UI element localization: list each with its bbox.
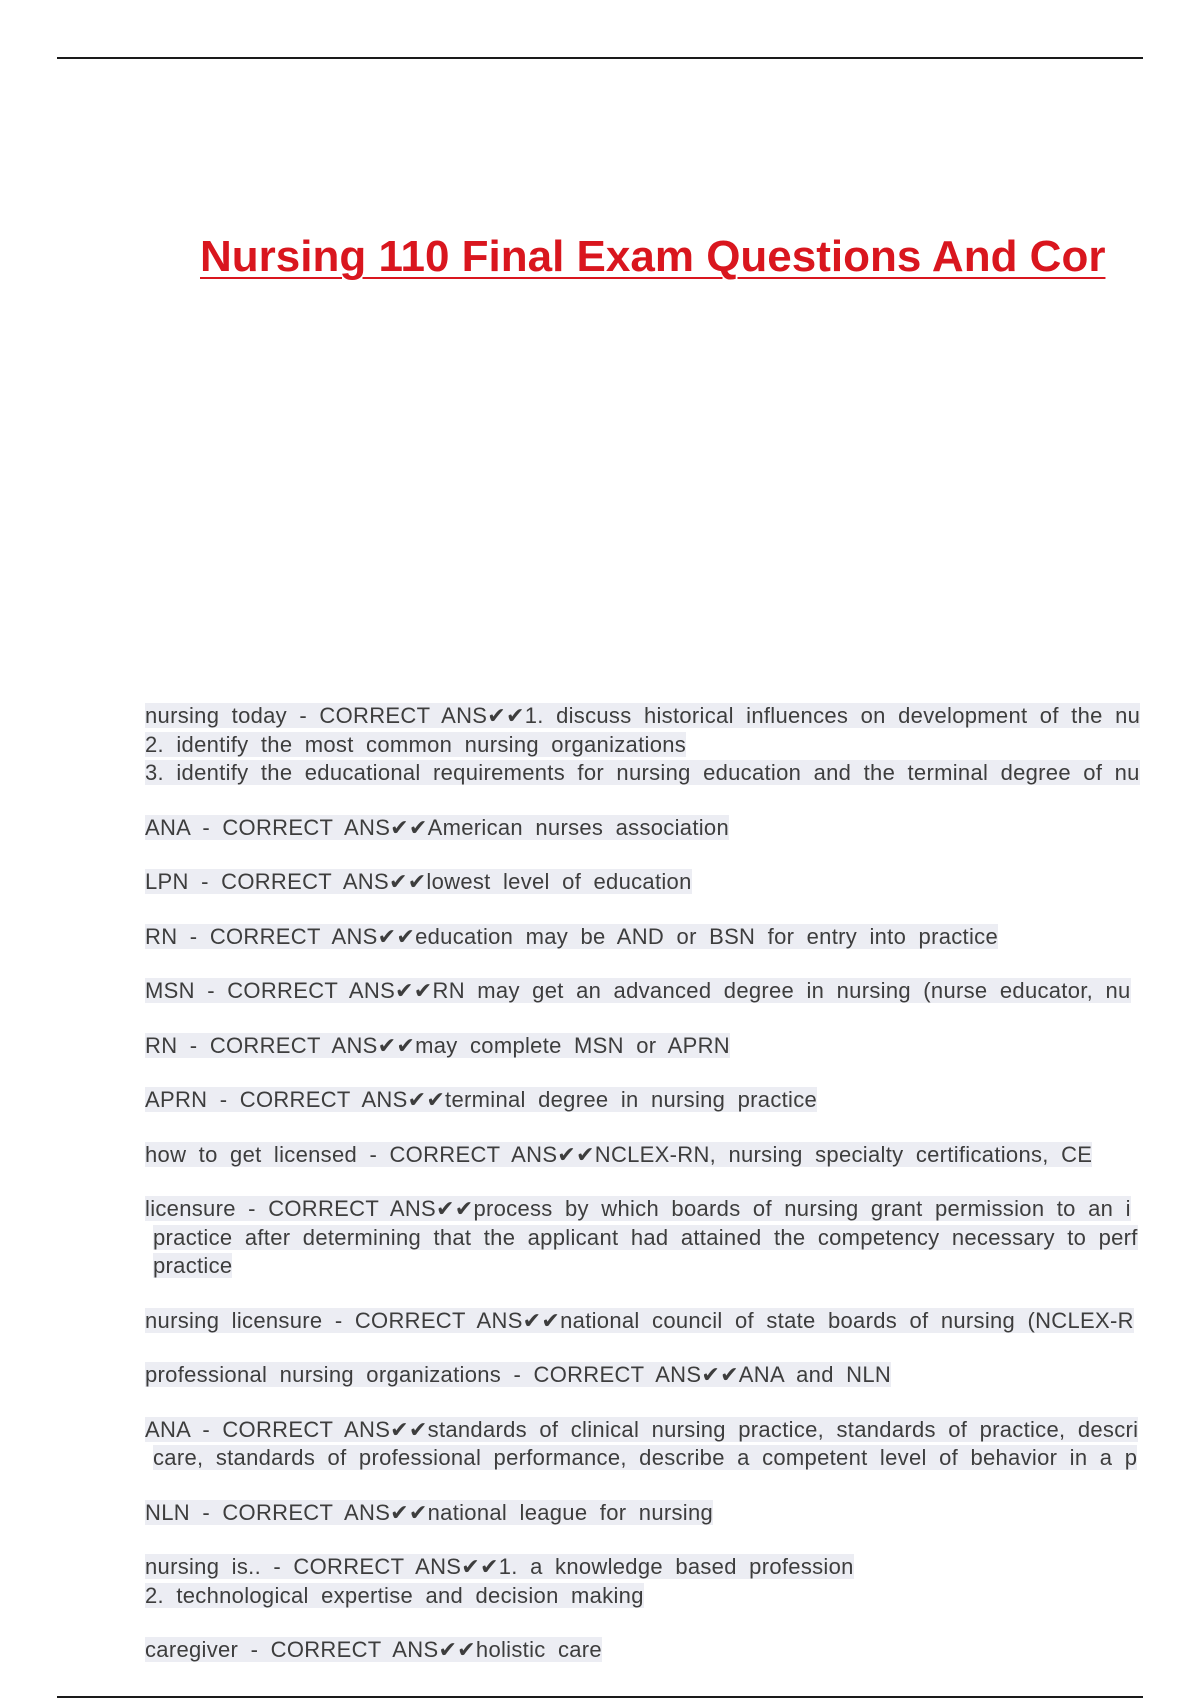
qa-entry [145,1499,1200,1528]
qa-entry-text: MSN - CORRECT ANS✔✔RN may get an advanced degree in nursing (nurse educator, nu [145,978,1131,1003]
qa-entry-text: RN - CORRECT ANS✔✔education may be AND or BSN for entry into practice [145,923,998,949]
qa-entry-line [145,1141,1200,1170]
qa-entry-text: LPN - CORRECT ANS✔✔lowest level of education [145,869,692,894]
qa-entry [145,1195,1200,1281]
qa-entry-text: nursing today - CORRECT ANS✔✔1. discuss historical influences on development of the nu [145,703,1141,728]
qa-entry-text: nursing is.. - CORRECT ANS✔✔1. a knowledge based profession [145,1554,854,1579]
qa-entry-line [145,1224,1200,1253]
qa-entry-text: ANA - CORRECT ANS✔✔American nurses association [145,814,729,840]
bottom-rule [57,1696,1143,1698]
qa-list [145,702,1200,1691]
qa-entry-line [145,1086,1200,1115]
qa-entry-line [145,1499,1200,1528]
qa-entry-text: care, standards of professional performance, describe a competent level of behavior in a p [153,1445,1138,1470]
qa-entry-line [145,1636,1200,1665]
qa-entry-text: APRN - CORRECT ANS✔✔terminal degree in nursing practice [145,1087,818,1112]
qa-entry-text: practice after determining that the applicant had attained the competency necessary to perf [153,1224,1138,1250]
qa-entry-line [145,1032,1200,1061]
qa-entry-text: 3. identify the educational requirements for nursing education and the terminal degree of nu [145,760,1140,785]
qa-entry-text: caregiver - CORRECT ANS✔✔holistic care [145,1637,602,1662]
qa-entry [145,1636,1200,1665]
qa-entry-line [145,1582,1200,1611]
qa-entry-line [145,814,1200,843]
qa-entry-text: nursing licensure - CORRECT ANS✔✔national council of state boards of nursing (NCLEX-R [145,1307,1134,1333]
qa-entry-line [145,923,1200,952]
qa-entry [145,1032,1200,1061]
qa-entry-line [145,868,1200,897]
qa-entry-text: ANA - CORRECT ANS✔✔standards of clinical nursing practice, standards of practice, descri [145,1416,1139,1442]
qa-entry-text: professional nursing organizations - CORRECT ANS✔✔ANA and NLN [145,1362,892,1387]
qa-entry [145,1361,1200,1390]
qa-entry [145,1141,1200,1170]
qa-entry-line [145,731,1200,760]
qa-entry-text: practice [153,1253,233,1278]
qa-entry-line [145,759,1200,788]
qa-entry-line [145,1361,1200,1390]
qa-entry [145,923,1200,952]
qa-entry [145,702,1200,788]
top-rule [57,57,1143,59]
document-title: Nursing 110 Final Exam Questions And Cor [200,232,1106,281]
qa-entry-line [145,1307,1200,1336]
qa-entry-line [145,1252,1200,1281]
qa-entry-line [145,702,1200,731]
qa-entry [145,1086,1200,1115]
qa-entry [145,868,1200,897]
qa-entry [145,814,1200,843]
qa-entry-text: RN - CORRECT ANS✔✔may complete MSN or APRN [145,1032,730,1058]
qa-entry-line [145,1195,1200,1224]
qa-entry [145,1416,1200,1473]
qa-entry-text: licensure - CORRECT ANS✔✔process by which boards of nursing grant permission to an i [145,1196,1131,1221]
qa-entry-text: 2. technological expertise and decision making [145,1582,644,1608]
qa-entry [145,1553,1200,1610]
qa-entry-line [145,1553,1200,1582]
qa-entry [145,977,1200,1006]
qa-entry-line [145,1416,1200,1445]
qa-entry-line [145,977,1200,1006]
qa-entry [145,1307,1200,1336]
qa-entry-text: 2. identify the most common nursing organizations [145,731,687,757]
qa-entry-text: how to get licensed - CORRECT ANS✔✔NCLEX-RN, nursing specialty certifications, CE [145,1141,1093,1167]
qa-entry-text: NLN - CORRECT ANS✔✔national league for nursing [145,1499,714,1525]
qa-entry-line [145,1444,1200,1473]
